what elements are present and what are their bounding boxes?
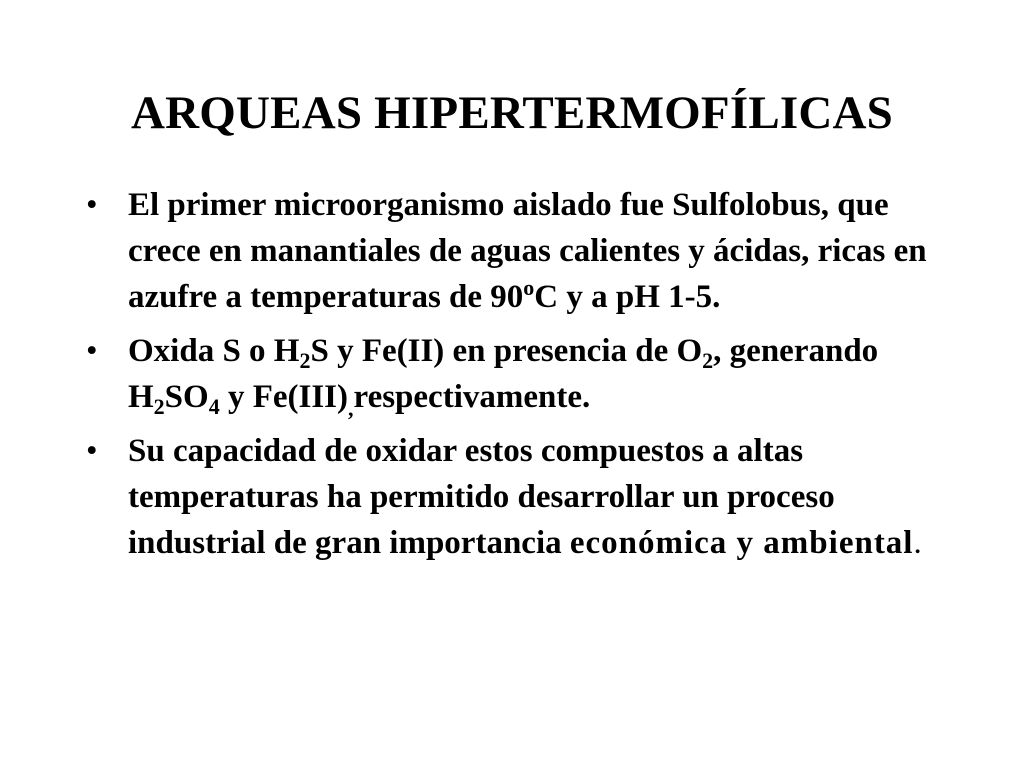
subscript-h2so4-o: 4: [208, 394, 220, 419]
bullet-3-text-a: Su capacidad de oxidar estos compuestos a altas temperaturas ha permitido desarrollar un proceso industrial de gran importancia: [128, 433, 835, 561]
bullet-2-text-b: S y Fe(II) en presencia de O: [310, 333, 703, 369]
bullet-list: [80, 182, 960, 574]
bullet-dot-icon: •: [86, 333, 98, 369]
small-comma: ,: [348, 396, 354, 421]
slide-title: ARQUEAS HIPERTERMOFÍLICAS: [131, 87, 893, 139]
bullet-dot-icon: •: [86, 187, 98, 223]
bullet-item-3: [80, 428, 960, 566]
subscript-o2: 2: [702, 348, 714, 373]
bullet-2-text-a: Oxida S o H: [128, 333, 300, 369]
bullet-3-text-b: económica y ambiental: [569, 525, 914, 561]
subscript-h2so4-h: 2: [153, 394, 165, 419]
bullet-2-text-c: , generando H: [128, 333, 879, 415]
bullet-1-text-end: C y a pH 1-5.: [534, 279, 721, 315]
bullet-dot-icon: •: [86, 433, 98, 469]
bullet-item-1: [80, 182, 960, 320]
bullet-2-text-e: y Fe(III): [219, 379, 349, 415]
bullet-1-text: El primer microorganismo aislado fue Sulfolobus, que crece en manantiales de aguas calientes y ácidas, ricas en azufre a temperaturas de 90: [128, 187, 927, 315]
degree-superscript: o: [523, 275, 535, 300]
bullet-3-text-c: .: [913, 525, 922, 561]
subscript-h2s: 2: [299, 348, 311, 373]
bullet-2-text-f: respectivamente.: [353, 379, 591, 415]
bullet-2-text-d: SO: [164, 379, 209, 415]
bullet-item-2: [80, 328, 960, 420]
